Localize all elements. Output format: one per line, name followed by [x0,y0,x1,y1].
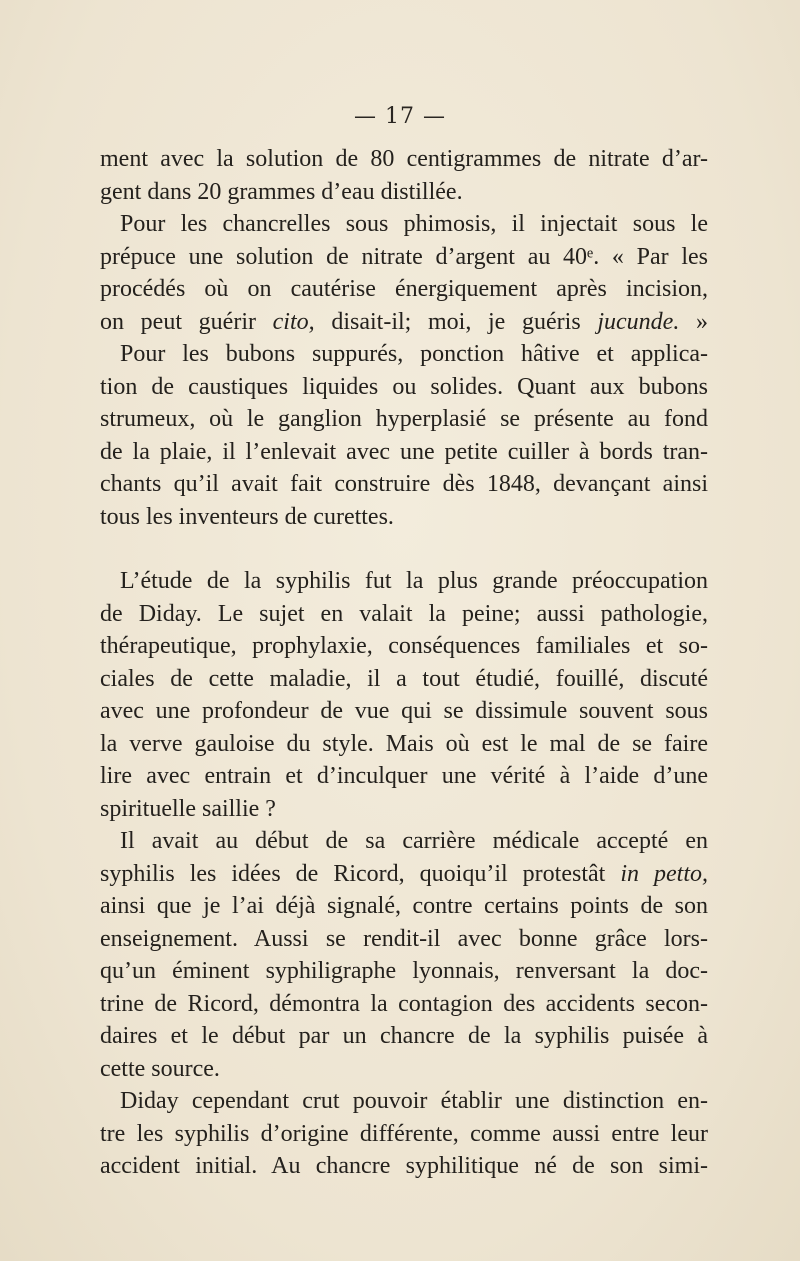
italic-text: in petto, [620,860,709,887]
text-line: strumeux, où le ganglion hyperplasié se présente au fond [100,406,708,432]
text-line: Diday cependant crut pouvoir établir une distinction en- [120,1088,708,1114]
text-line: prépuce une solution de nitrate d’argent au 40ᵉ. « Par les [100,243,708,270]
paragraph-5 [100,825,708,1085]
paragraph-6 [100,1085,708,1183]
text-line: tion de caustiques liquides ou solides. Quant aux bubons [100,373,708,400]
text-line: qu’un éminent syphiligraphe lyonnais, renversant la doc- [100,958,708,984]
text-line: ainsi que je l’ai déjà signalé, contre certains points de son [100,893,708,919]
text-line: procédés où on cautérise énergiquement après incision, [100,276,708,302]
paragraph-4 [100,565,708,825]
text-line: daires et le début par un chancre de la syphilis puisée à [100,1023,708,1049]
text-line [100,306,708,339]
italic-text: jucunde. [597,308,680,335]
text-line: accident initial. Au chancre syphilitique né de son simi- [100,1153,708,1179]
text-line: lire avec entrain et d’inculquer une vérité à l’aide d’une [100,763,708,789]
italic-text: cito, [272,308,315,335]
body-text [100,143,708,1183]
text-line: trine de Ricord, démontra la contagion des accidents secon- [100,990,708,1017]
page-number: — 17 — [354,104,446,129]
text-line: ciales de cette maladie, il a tout étudié, fouillé, discuté [100,665,708,692]
text-line: Il avait au début de sa carrière médicale accepté en [120,828,708,854]
text-line: avec une profondeur de vue qui se dissimule souvent sous [100,698,708,724]
text-line: L’étude de la syphilis fut la plus grande préoccupation [120,568,708,594]
text-line: enseignement. Aussi se rendit-il avec bonne grâce lors- [100,925,708,952]
text-line: tous les inventeurs de curettes. [100,503,394,530]
text-fragment: on peut guérir [100,308,273,335]
text-line: de la plaie, il l’enlevait avec une petite cuiller à bords tran- [100,438,708,465]
text-line [100,858,708,891]
text-line: gent dans 20 grammes d’eau distillée. [100,178,463,205]
text-line: ment avec la solution de 80 centigrammes de nitrate d’ar- [100,146,708,172]
text-fragment: syphilis les idées de Ricord, quoiqu’il protestât [100,860,621,887]
text-line: tre les syphilis d’origine différente, comme aussi entre leur [100,1120,708,1147]
text-line: cette source. [100,1055,220,1082]
text-line: la verve gauloise du style. Mais où est le mal de se faire [100,730,708,757]
text-line: de Diday. Le sujet en valait la peine; aussi pathologie, [100,600,708,627]
paragraph-3 [100,338,708,533]
text-line: Pour les chancrelles sous phimosis, il injectait sous le [120,211,708,237]
text-line: chants qu’il avait fait construire dès 1848, devançant ainsi [100,471,708,497]
text-fragment: disait-il; moi, je guéris [314,308,598,335]
paragraph-1 [100,143,708,208]
text-line: thérapeutique, prophylaxie, conséquences familiales et so- [100,633,708,659]
text-line: Pour les bubons suppurés, ponction hâtive et applica- [120,341,708,367]
text-fragment: » [679,308,709,335]
text-line: spirituelle saillie ? [100,795,276,822]
paragraph-2 [100,208,708,338]
